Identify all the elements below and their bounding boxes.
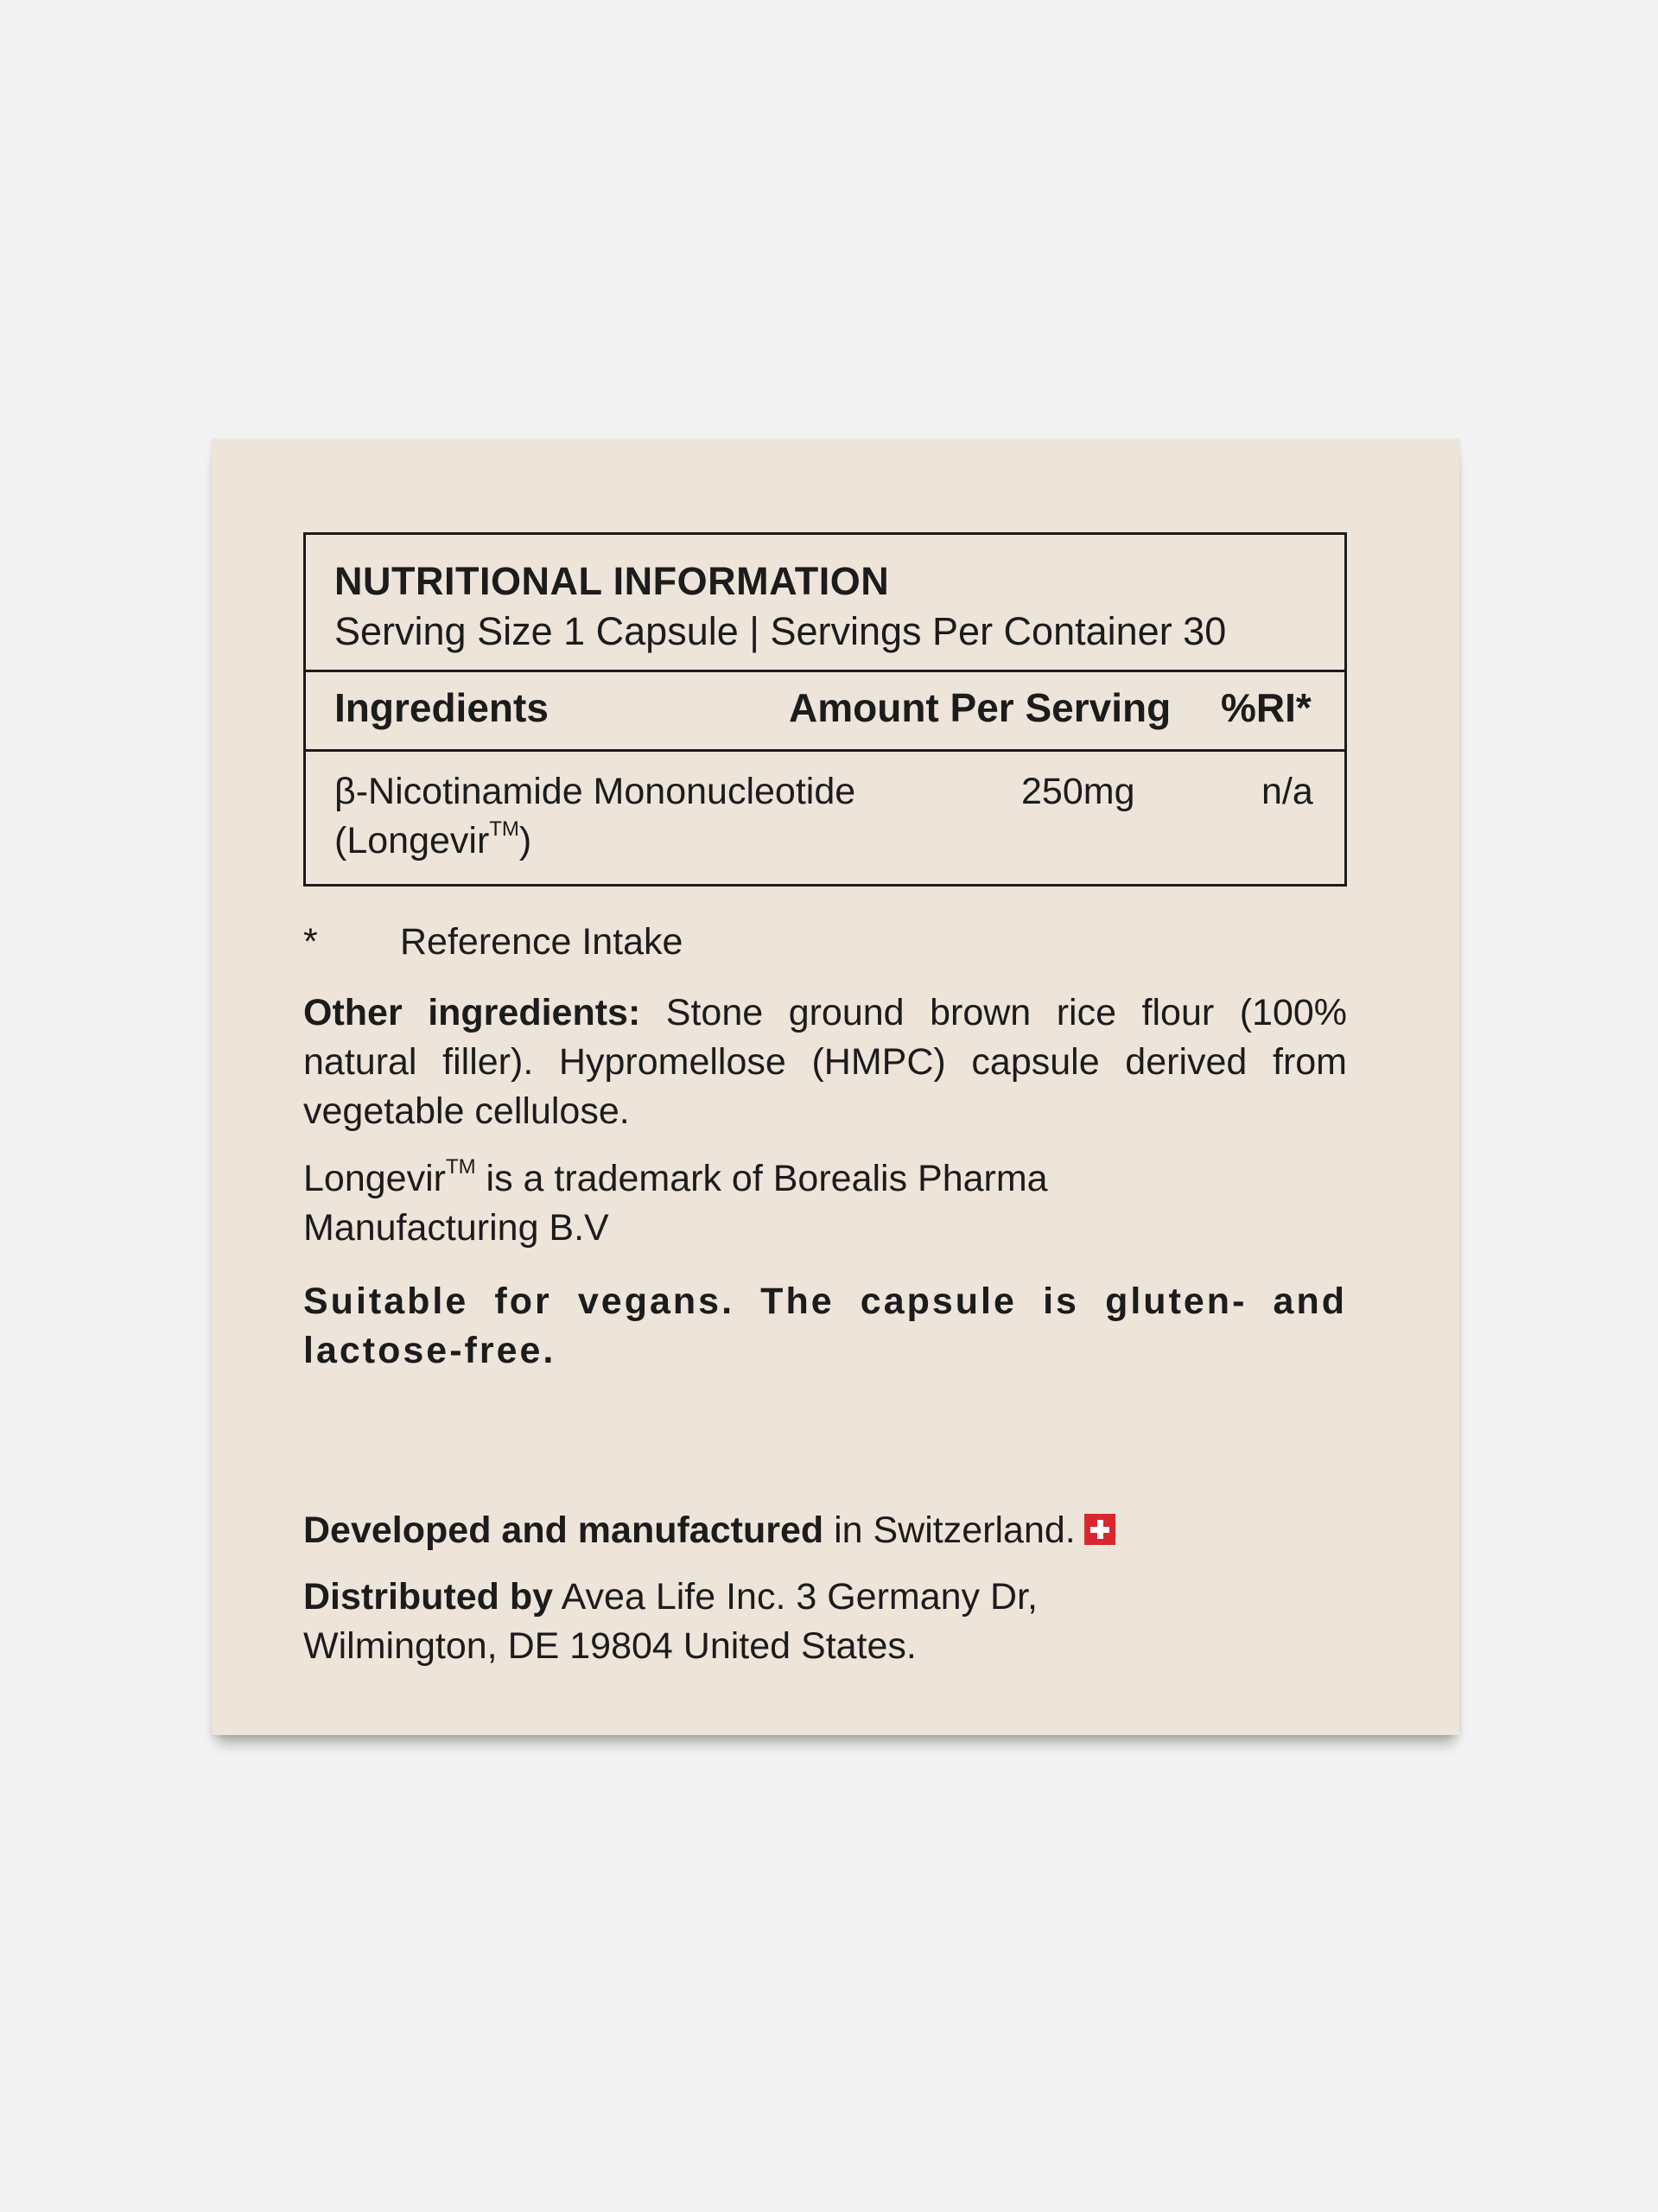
column-header-ingredients: Ingredients [334,685,549,730]
nutrition-title: NUTRITIONAL INFORMATION [334,559,890,603]
distributor-line1: Avea Life Inc. 3 Germany Dr, [553,1576,1038,1618]
developed-text: in Switzerland. [823,1510,1076,1551]
footnote-text: Reference Intake [400,921,683,963]
nutrition-table [303,532,1347,887]
column-header-ri: %RI* [1221,685,1312,730]
trademark-line2: Manufacturing B.V [303,1207,609,1249]
other-ingredients-text: Stone ground brown rice flour (100% natural filler). Hypromellose (HMPC) capsule derived from vegetable cellulose. [303,992,1348,1132]
other-ingredients-label: Other ingredients: [303,992,641,1033]
table-row [306,752,1344,884]
distributor-line2: Wilmington, DE 19804 United States. [303,1625,917,1667]
other-ingredients [303,988,1347,1136]
ingredient-ri: n/a [1261,771,1313,812]
distributor-note [303,1573,1347,1671]
ingredient-name-line2-prefix: (Longevir [334,820,490,861]
swiss-flag-icon [1084,1514,1115,1545]
column-header-amount: Amount Per Serving [789,685,1172,730]
ingredient-name-line1: β-Nicotinamide Mononucleotide [334,771,856,812]
footnote-mark: * [303,921,318,963]
trademark-line1: is a trademark of Borealis Pharma [475,1158,1048,1199]
distributor-label: Distributed by [303,1576,554,1618]
trademark-symbol: TM [445,1155,476,1179]
trademark-symbol: TM [489,817,519,841]
trademark-note [303,1154,1347,1253]
developed-note [303,1506,1347,1555]
vegan-note: Suitable for vegans. The capsule is gluten- and lactose-free. [303,1281,1347,1371]
trademark-brand: Longevir [303,1158,446,1199]
footnote [303,921,683,963]
ingredient-name [334,767,855,866]
nutrition-table-header [306,535,1344,672]
label-card [212,439,1459,1735]
column-headers [306,672,1344,752]
ingredient-name-line2-suffix: ) [518,820,532,861]
developed-label: Developed and manufactured [303,1510,824,1551]
serving-info: Serving Size 1 Capsule | Servings Per Container 30 [334,609,1227,653]
ingredient-amount: 250mg [1021,771,1135,812]
